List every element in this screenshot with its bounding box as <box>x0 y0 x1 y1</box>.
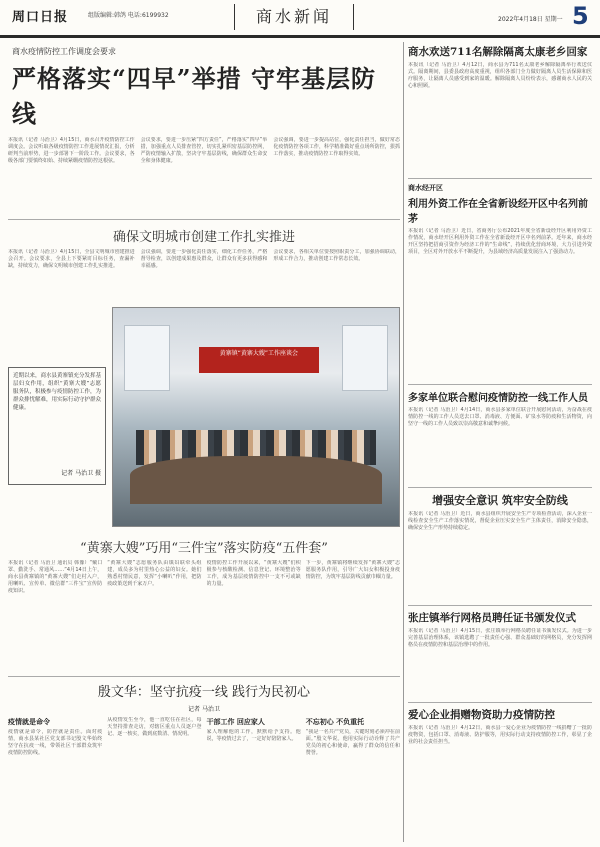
yin-title: 殷文华：坚守抗疫一线 践行为民初心 <box>97 685 311 700</box>
yin-col-2 <box>107 717 201 847</box>
photo-block <box>8 307 400 529</box>
yin-col-3 <box>207 717 301 847</box>
yin-text-3: 家人理解他的工作，默默给予支持。他说，等疫情过去了，一定好好陪陪家人。 <box>206 729 301 742</box>
item6-text: 本报讯（记者 马治卫）4月12日，商水县一爱心企业为疫情防控一线捐赠了一批防疫物资，包括口罩、消毒液、防护服等，用实际行动支持疫情防控工作，彰显了企业的社会责任担当。 <box>408 725 592 745</box>
sister-title: “黄寨大嫂”巧用“三件宝”落实防疫“五件套” <box>80 541 328 556</box>
item4-title: 增强安全意识 筑牢安全防线 <box>432 494 568 507</box>
masthead <box>0 0 600 38</box>
rule <box>8 219 400 220</box>
rule <box>408 702 592 703</box>
civil-col-1: 本报讯（记者 马治卫）4月15日，全县文明城市创建推进会召开。会议要求，全县上下要紧盯目标任务，查漏补缺，持续发力，确保文明城市创建工作扎实推进。 <box>8 249 135 269</box>
lead-body <box>8 137 400 215</box>
lead-kicker: 商水疫情防控工作调度会要求 <box>12 47 116 56</box>
item3-title: 多家单位联合慰问疫情防控一线工作人员 <box>408 393 588 404</box>
item6-title: 爱心企业捐赠物资助力疫情防控 <box>408 709 555 721</box>
section-banner <box>234 4 354 30</box>
yin-credit: 记者 马治卫 <box>188 706 220 713</box>
rule <box>408 384 592 385</box>
yin-col-4 <box>306 717 400 847</box>
sister-col-2: “黄寨大嫂”志愿服务队由镇妇联牵头组建，成员多为村里热心公益的妇女。她们熟悉村情民意，发挥“小喇叭”作用，把防疫政策送到千家万户。 <box>107 560 202 587</box>
yin-text-4: “我是一名共产党员，关键时刻必须冲在前面。”殷文华说。他用实际行动诠释了共产党员的初心和使命，赢得了群众的信任和赞誉。 <box>305 729 400 756</box>
rule <box>408 605 592 606</box>
yin-col-1 <box>8 717 102 847</box>
lead-col-1: 本报讯（记者 马治卫）4月15日，商水召开疫情防控工作调度会。会议听取各级疫情防控工作进展情况汇报，分析研判当前形势，进一步部署下一阶段工作。会议要求，各级各部门要慎终如始、持续紧绷疫情防控这根弦。 <box>8 137 135 164</box>
item1-text: 本报讯（记者 马治卫）4月12日，商水县为711名太康老乡解除隔离举行欢送仪式。隔离期间，县委县政府高度重视，组织各部门全力做好隔离人员生活保障和医疗服务，让隔离人员感受到家的温暖。解除隔离人员纷纷表示，感谢商水人民的关心和照顾。 <box>408 62 592 89</box>
yin-text-1: 疫情就是命令，防控就是责任。面对疫情，商水县某社区党支部书记殷文华始终坚守在抗疫一线，带领社区干部群众筑牢疫情防控防线。 <box>8 729 103 756</box>
item2-title: 利用外资工作在全省新设经开区中名列前茅 <box>408 199 588 225</box>
photo-window-left <box>124 325 170 390</box>
yin-sub-1: 疫情就是命令 <box>8 718 50 726</box>
lead-col-3: 会议强调，要进一步提高站位，强化责任担当，做好常态化疫情防控各项工作，科学精准做好重点场所防控，狠抓工作落实，推动疫情防控工作取得实效。 <box>273 137 401 157</box>
column-divider <box>403 42 404 842</box>
newspaper-logo: 周口日报 <box>12 10 69 25</box>
sister-body <box>8 560 400 672</box>
photo-caption-box <box>8 367 106 485</box>
civil-body <box>8 249 400 301</box>
photo-caption: 近期以来，商水县黄寨镇充分发挥基层妇女作用，组织“黄寨大嫂”志愿服务队，积极参与疫情防控工作，为群众排忧解难，用实际行动守护群众健康。 <box>13 373 101 411</box>
item1-title: 商水欢送711名解除隔离太康老乡回家 <box>408 46 588 58</box>
main-column <box>8 42 400 842</box>
civil-title: 确保文明城市创建工作扎实推进 <box>112 230 295 245</box>
photo-banner: 黄寨镇“黄寨大嫂”工作座谈会 <box>199 347 319 373</box>
photo-table <box>130 456 382 504</box>
page-number: 5 <box>572 2 589 30</box>
item3-text: 本报讯（记者 马治卫）4月14日，商水县多家单位联合开展慰问活动，为奋战在疫情防控一线的工作人员送去口罩、消毒液、方便面、矿泉水等防疫和生活物资，向坚守一线的工作人员致以崇高敬意和诚挚问候。 <box>408 407 592 427</box>
yin-sub-3: 干部工作 回应家人 <box>206 718 265 726</box>
civil-col-2: 会议强调，要进一步强化责任落实，细化工作任务，严格督导检查，以创建成果惠及群众，让群众有更多获得感和幸福感。 <box>140 249 268 269</box>
photo-window-right <box>342 325 388 390</box>
item4-text: 本报讯（记者 马治卫）近日，商水县组织开展安全生产专项检查活动，深入企业一线检查安全生产工作落实情况，督促企业压实安全生产主体责任，消除安全隐患，确保安全生产形势持续稳定。 <box>408 511 592 531</box>
issue-date: 2022年4月18日 星期一 <box>498 16 563 23</box>
meeting-photo <box>112 307 400 527</box>
lead-headline: 严格落实“四早”举措 守牢基层防线 <box>12 64 376 128</box>
lead-col-2: 会议要求，要进一步压紧“四方责任”，严格落实“四早”举措，加强重点人员排查管控，切实扎紧织密基层防控网，严防疫情输入扩散，坚决守牢基层防线，确保群众生命安全和身体健康。 <box>140 137 268 164</box>
sister-col-3: 疫情防控工作开展以来，“黄寨大嫂”们积极参与核酸检测、信息登记、环境整治等工作，成为基层疫情防控中一支不可或缺的力量。 <box>206 560 301 587</box>
editor-meta: 组版编辑:韩鸽 电话:6199932 <box>88 12 169 19</box>
photo-credit: 记者 马治卫 摄 <box>61 470 101 477</box>
rule <box>8 676 400 677</box>
rule <box>408 487 592 488</box>
sister-col-4: 下一步，黄寨镇将继续发挥“黄寨大嫂”志愿服务队作用，引导广大妇女积极投身疫情防控，为筑牢基层防线贡献巾帼力量。 <box>305 560 400 580</box>
yin-body <box>8 717 400 847</box>
item5-title: 张庄镇举行网格员聘任证书颁发仪式 <box>408 612 576 624</box>
item2-text: 本报讯（记者 马治卫）近日，省商务厅公布2021年度全省新设经开区利用外资工作情况，商水经开区利用外资工作在全省新设经开区中名列前茅。近年来，商水经开区坚持把招商引资作为经济工作的“生命线”，持续优化营商环境，大力引进外资项目，全区对外开放水平不断提升，为县域经济高质量发展注入了强劲动力。 <box>408 228 592 255</box>
yin-text-2: 从疫情发生至今，他一直吃住在社区，每天坚持排查走访，对辖区重点人员逐户登记、逐一核实，做到底数清、情况明。 <box>107 717 202 737</box>
rule <box>408 178 592 179</box>
sister-col-1: 本报讯（记者 马治卫 通讯员 韩豫）“戴口罩、勤洗手、常通风……”4月14日上午，商水县黄寨镇的“黄寨大嫂”们走村入户，用喇叭、宣传单、微信群“三件宝”宣传防疫知识。 <box>8 560 103 594</box>
side-column <box>408 42 592 842</box>
section-label: 商水经开区 <box>408 184 443 192</box>
section-title: 商水新闻 <box>255 7 332 26</box>
civil-col-3: 会议要求，各相关单位要按照职责分工，加强协调联动，形成工作合力，推动创建工作常态长效。 <box>273 249 401 262</box>
yin-sub-2: 不忘初心 不负重托 <box>305 718 365 726</box>
item5-text: 本报讯（记者 马治卫）4月15日，张庄镇举行网格员聘任证书颁发仪式。为进一步完善基层治理体系，该镇选聘了一批责任心强、群众基础好的网格员，充分发挥网格员在疫情防控和基层治理中的作用。 <box>408 628 592 648</box>
